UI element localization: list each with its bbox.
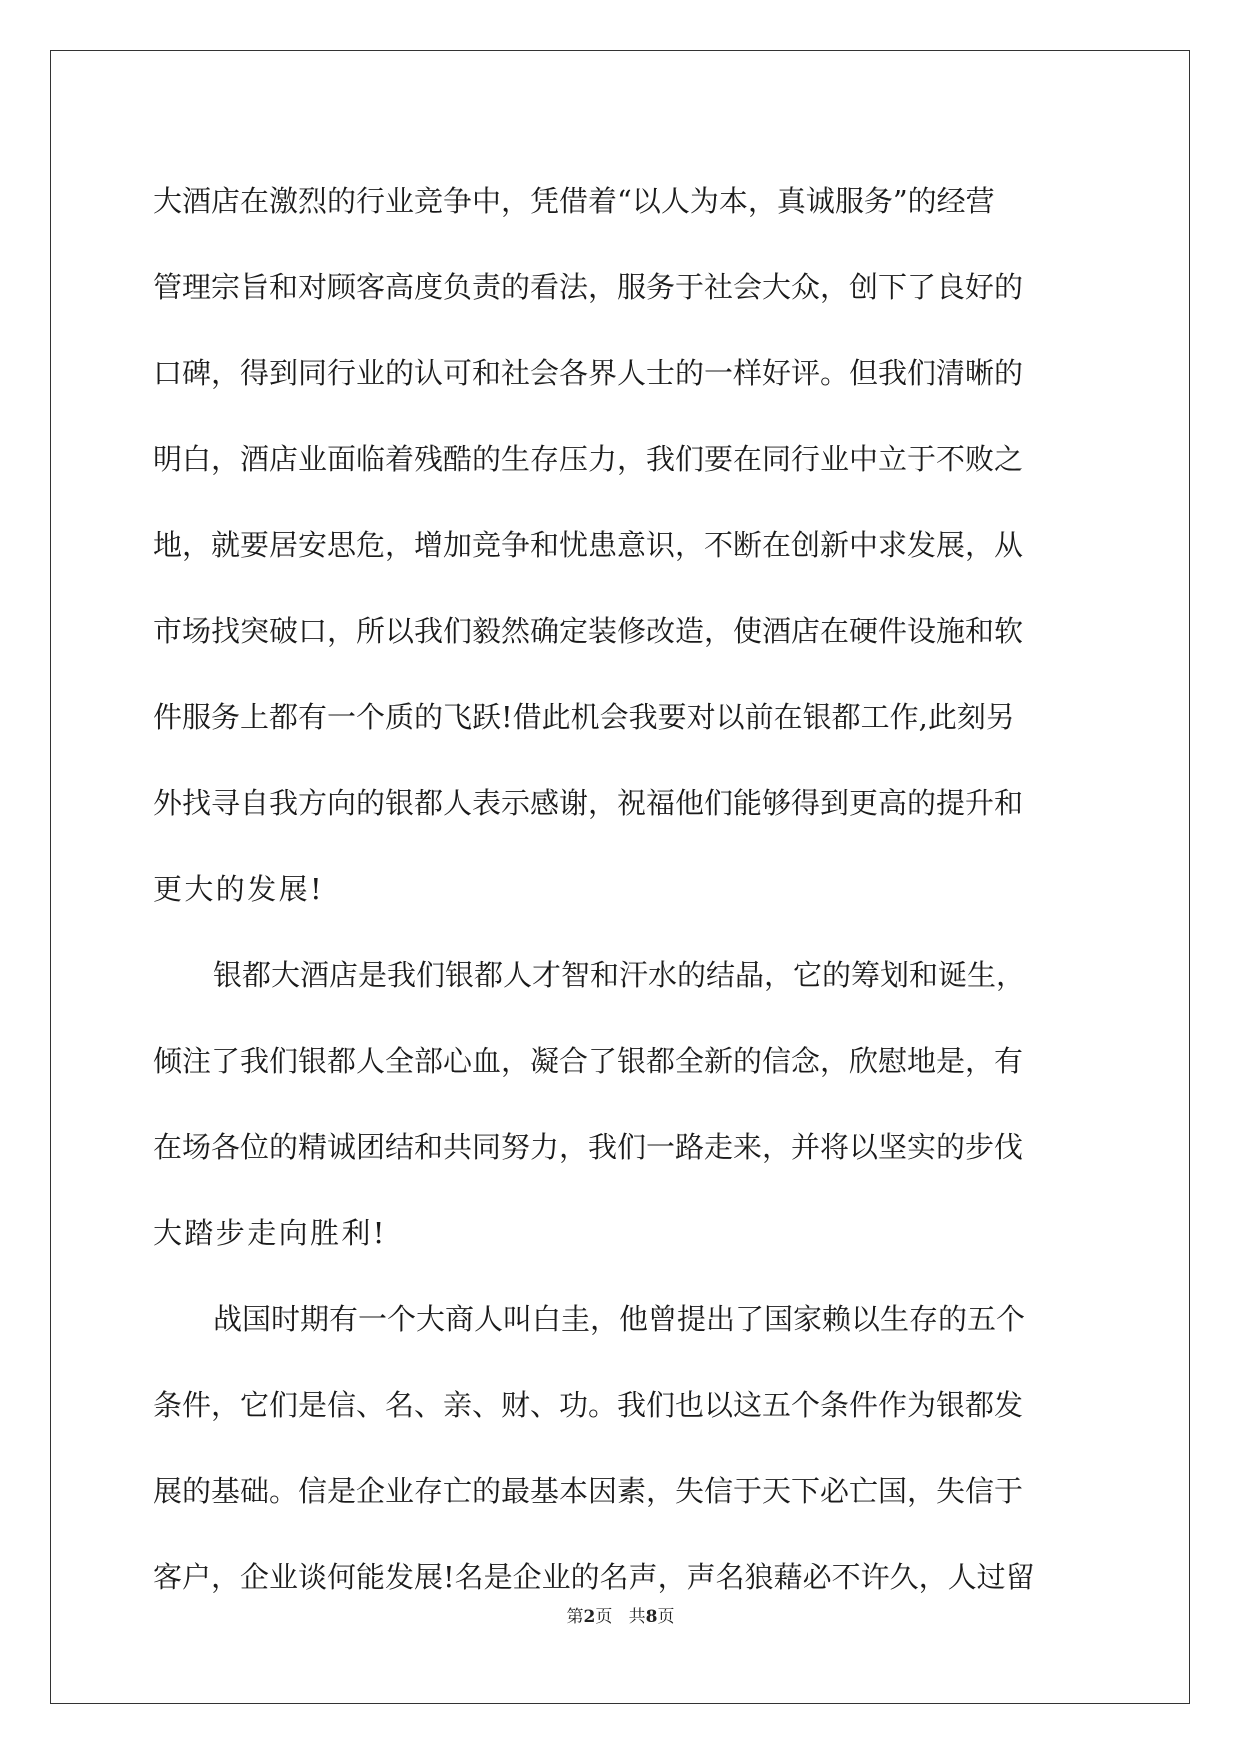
- text-line: 倾注了我们银都人全部心血，凝合了银都全新的信念，欣慰地是，有: [153, 1044, 1024, 1078]
- total-suffix: 页: [657, 1607, 675, 1627]
- text-line: 客户，企业谈何能发展!名是企业的名声，声名狼藉必不许久，人过留: [153, 1560, 1035, 1594]
- text-line: 更大的发展!: [153, 872, 325, 906]
- text-line: 外找寻自我方向的银都人表示感谢，祝福他们能够得到更高的提升和: [153, 786, 1024, 820]
- text-line: 地，就要居安思危，增加竞争和忧患意识，不断在创新中求发展，从: [153, 528, 1024, 562]
- text-line: 管理宗旨和对顾客高度负责的看法，服务于社会大众，创下了良好的: [153, 270, 1024, 304]
- text-line: 大踏步走向胜利!: [153, 1216, 387, 1250]
- text-line: 市场找突破口，所以我们毅然确定装修改造，使酒店在硬件设施和软: [153, 614, 1024, 648]
- text-line: 大酒店在激烈的行业竞争中，凭借着“以人为本，真诚服务”的经营: [153, 184, 995, 218]
- text-line: 件服务上都有一个质的飞跃!借此机会我要对以前在银都工作,此刻另: [153, 700, 1015, 734]
- page-suffix: 页: [595, 1607, 613, 1627]
- text-line: 银都大酒店是我们银都人才智和汗水的结晶，它的筹划和诞生，: [213, 958, 1026, 992]
- page-number: 2: [583, 1607, 596, 1627]
- page-prefix: 第: [566, 1607, 584, 1627]
- total-prefix: 共: [628, 1607, 646, 1627]
- text-line: 口碑，得到同行业的认可和社会各界人士的一样好评。但我们清晰的: [153, 356, 1024, 390]
- total-pages: 8: [645, 1607, 658, 1627]
- text-line: 在场各位的精诚团结和共同努力，我们一路走来，并将以坚实的步伐: [153, 1130, 1024, 1164]
- document-body: [153, 158, 1093, 1620]
- text-line: 条件，它们是信、名、亲、财、功。我们也以这五个条件作为银都发: [153, 1388, 1024, 1422]
- page-footer: [0, 1604, 1241, 1630]
- text-line: 明白，酒店业面临着残酷的生存压力，我们要在同行业中立于不败之: [153, 442, 1024, 476]
- text-line: 战国时期有一个大商人叫白圭，他曾提出了国家赖以生存的五个: [213, 1302, 1026, 1336]
- text-line: 展的基础。信是企业存亡的最基本因素，失信于天下必亡国，失信于: [153, 1474, 1024, 1508]
